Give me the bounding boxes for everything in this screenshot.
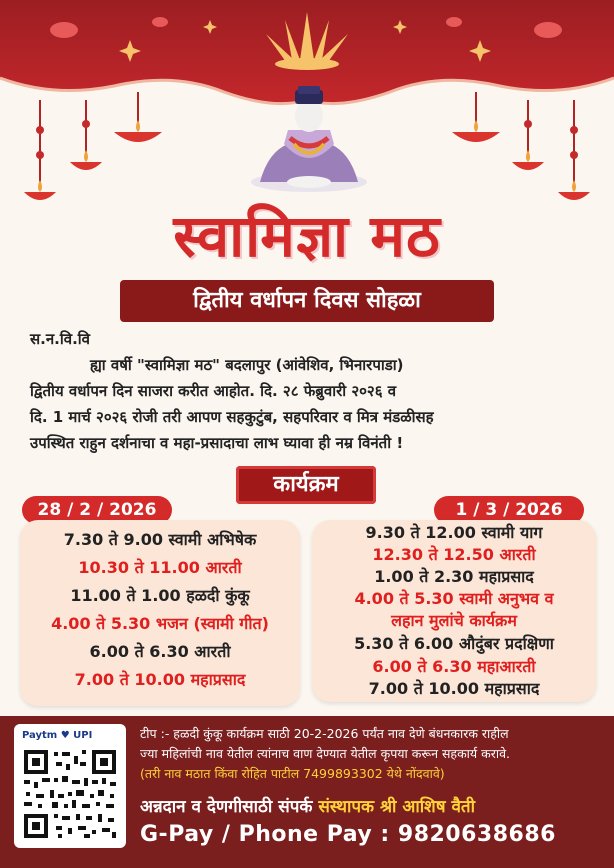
note-line-3: (तरी नाव मठात किंवा रोहित पाटील 7499893302 येथे नोंदवावे) <box>140 766 445 781</box>
program-banner: कार्यक्रम <box>236 466 376 504</box>
schedule-item: 5.30 ते 6.00 औदुंबर प्रदक्षिणा <box>354 634 554 653</box>
subtitle-text: द्वितीय वर्धापन दिवस सोहळा <box>120 280 494 322</box>
schedule-item: 4.00 ते 5.30 भजन (स्वामी गीत) <box>51 614 269 633</box>
note-line-1: टीप :- हळदी कुंकू कार्यक्रम साठी 20-2-2026 पर्यंत नाव देणे बंधनकारक राहील <box>140 726 509 741</box>
schedule-item: 11.00 ते 1.00 हळदी कुंकू <box>70 586 250 605</box>
day2-schedule <box>312 520 596 702</box>
schedule-item: 6.00 ते 6.30 आरती <box>89 642 231 661</box>
swami-figure <box>248 82 370 194</box>
schedule-item: 10.30 ते 11.00 आरती <box>78 558 242 577</box>
day1-schedule <box>20 520 300 706</box>
intro-line-4: उपस्थित राहुन दर्शनाचा व महा-प्रसादाचा लाभ घ्यावा ही नम्र विनंती ! <box>30 434 404 452</box>
schedule-item: 7.30 ते 9.00 स्वामी अभिषेक <box>63 530 257 549</box>
schedule-item: 12.30 ते 12.50 आरती <box>372 545 536 564</box>
day2-date: 1 / 3 / 2026 <box>434 496 584 524</box>
schedule-item: 7.00 ते 10.00 महाप्रसाद <box>368 679 540 698</box>
oil-lamp-icon <box>508 100 548 180</box>
schedule-item: 9.30 ते 12.00 स्वामी याग <box>365 523 543 542</box>
intro-line-2: द्वितीय वर्धापन दिन साजरा करीत आहोत. दि. २८ फेब्रुवारी २०२६ व <box>30 382 397 400</box>
schedule-item: 1.00 ते 2.30 महाप्रसाद <box>374 567 534 586</box>
intro-line-3: दि. 1 मार्च २०२६ रोजी तरी आपण सहकुटुंब, सहपरिवार व मित्र मंडळीसह <box>30 408 434 426</box>
payment-line: G-Pay / Phone Pay : 9820638686 <box>140 822 556 847</box>
footer-note <box>140 724 606 784</box>
schedule-item: 6.00 ते 6.30 महाआरती <box>372 657 536 676</box>
qr-code-box <box>14 724 126 848</box>
contact-line <box>140 794 606 817</box>
intro-paragraph <box>30 326 590 456</box>
qr-code <box>22 748 118 840</box>
salutation: स.न.वि.वि <box>30 330 91 348</box>
subtitle-banner <box>120 280 494 322</box>
schedule-item: 4.00 ते 5.30 स्वामी अनुभव व लहान मुलांचे कार्यक्रम <box>354 589 554 630</box>
upi-label: Paytm ♥ UPI <box>22 730 93 741</box>
oil-lamp-icon <box>66 100 106 180</box>
page-title: स्वामिज्ञा मठ <box>173 202 441 270</box>
intro-line-1: ह्या वर्षी "स्वामिज्ञा मठ" बदलापुर (आंवेशिव, भिनारपाडा) <box>90 356 404 374</box>
note-line-2: ज्या महिलांची नाव येतील त्यांनाच वाण देण्यात येतील कृपया करून सहकार्य करावे. <box>140 746 511 761</box>
day1-date: 28 / 2 / 2026 <box>22 496 172 524</box>
oil-lamp-icon <box>112 92 164 152</box>
contact-prefix: अन्नदान व देणगीसाठी संपर्क <box>140 797 313 817</box>
contact-founder: संस्थापक श्री आशिष वैती <box>318 797 475 817</box>
oil-lamp-icon <box>450 92 502 152</box>
schedule-item: 7.00 ते 10.00 महाप्रसाद <box>74 670 246 689</box>
